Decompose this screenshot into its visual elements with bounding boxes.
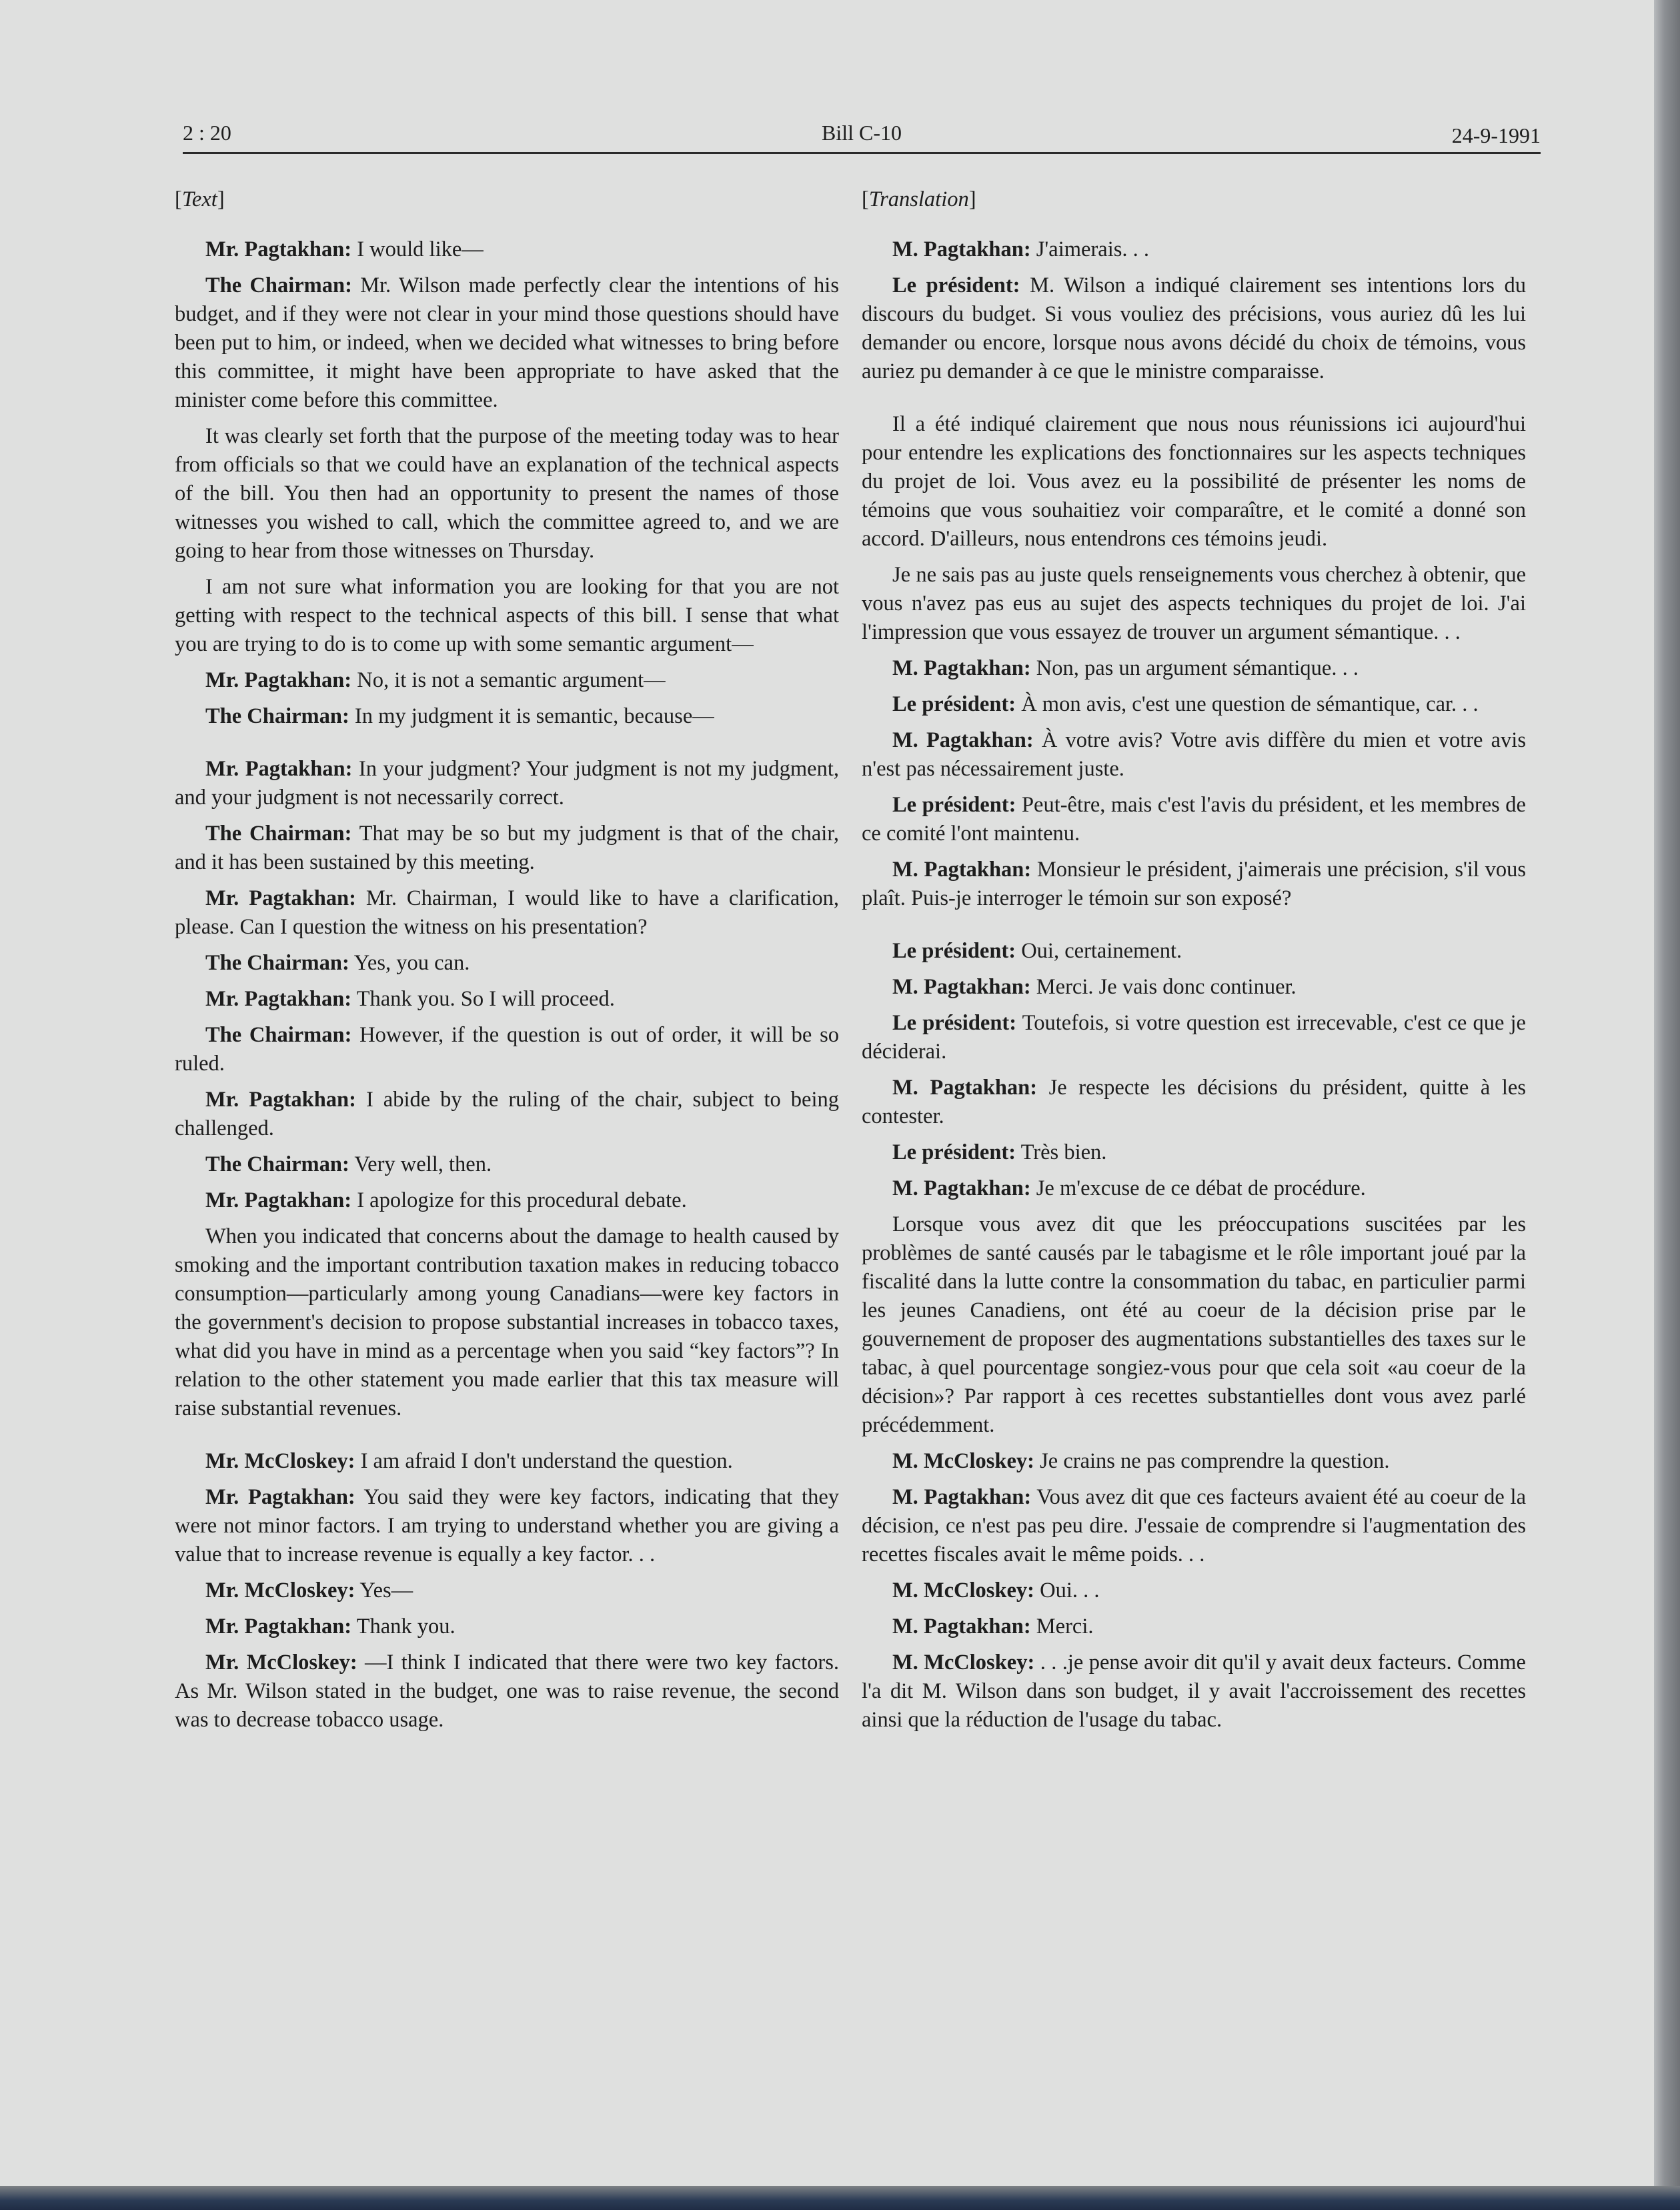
speaker-name: The Chairman: (205, 822, 352, 846)
speaker-name: Mr. Pagtakhan: (205, 1614, 352, 1638)
speech-text: Thank you. (351, 1614, 456, 1638)
paragraph (175, 1648, 839, 1735)
paragraph (862, 1174, 1526, 1203)
paragraph (862, 561, 1526, 647)
speech-text: Non, pas un argument sémantique. . . (1030, 656, 1359, 680)
paragraph (862, 856, 1526, 913)
speech-text: No, it is not a semantic argument— (351, 668, 666, 692)
scan-edge-right (1654, 0, 1680, 2210)
speech-text: J'aimerais. . . (1030, 237, 1149, 261)
paragraph (175, 1021, 839, 1078)
speaker-name: Le président: (892, 692, 1016, 716)
french-column (862, 185, 1526, 1742)
speech-text: . . .je pense avoir dit qu'il y avait deux facteurs. Comme l'a dit M. Wilson dans son budget, il y avait l'accroissement des recettes ainsi que la réduction de l'usage du tabac. (862, 1650, 1526, 1732)
paragraph (862, 937, 1526, 966)
speech-text: Je m'excuse de ce débat de procédure. (1030, 1176, 1366, 1200)
paragraph (175, 820, 839, 877)
speech-text: I apologize for this procedural debate. (351, 1188, 687, 1212)
speech-text: Oui, certainement. (1016, 939, 1182, 963)
speech-text: In my judgment it is semantic, because— (349, 704, 714, 728)
speech-text: Vous avez dit que ces facteurs avaient été au coeur de la décision, ce n'est pas peu dire. J'essaie de comprendre si l'augmentation des recettes fiscales avait le même poids. . . (862, 1485, 1526, 1566)
paragraph (175, 271, 839, 415)
speaker-name: Mr. Pagtakhan: (205, 668, 352, 692)
speech-text: When you indicated that concerns about the damage to health caused by smoking and the important contribution taxation makes in reducing tobacco consumption—particularly among young Canadians—were key factors in the government's decision to propose substantial increases in tobacco taxes, what did you have in mind as a percentage when you said “key factors”? In relation to the other statement you made earlier that this tax measure will raise substantial revenues. (175, 1224, 839, 1420)
speech-text: However, if the question is out of order, it will be so ruled. (175, 1023, 839, 1076)
speaker-name: Le président: (892, 939, 1016, 963)
paragraph (175, 1576, 839, 1605)
speech-text: Je crains ne pas comprendre la question. (1034, 1449, 1390, 1473)
paragraph (862, 271, 1526, 386)
speaker-name: M. Pagtakhan: (892, 1176, 1031, 1200)
speaker-name: M. McCloskey: (892, 1578, 1034, 1602)
paragraph (862, 1210, 1526, 1440)
paragraph (175, 949, 839, 978)
paragraph (175, 235, 839, 264)
paragraph (175, 1186, 839, 1215)
speaker-name: Mr. McCloskey: (205, 1578, 355, 1602)
speaker-name: Mr. Pagtakhan: (205, 987, 352, 1011)
speaker-name: Mr. Pagtakhan: (205, 1088, 356, 1112)
page-number: 2 : 20 (183, 121, 231, 145)
speaker-name: Le président: (892, 793, 1016, 817)
speech-text: Mr. Wilson made perfectly clear the intentions of his budget, and if they were not clear in your mind those questions should have been put to him, or indeed, when we decided what witnesses to bring before this committee, it might have been appropriate to have asked that the minister come before this committee. (175, 273, 839, 412)
paragraph (175, 1483, 839, 1569)
speaker-name: The Chairman: (205, 273, 352, 297)
paragraph (862, 1612, 1526, 1641)
speaker-name: M. Pagtakhan: (892, 975, 1031, 999)
speaker-name: Le président: (892, 1140, 1016, 1164)
speech-text: Merci. (1030, 1614, 1094, 1638)
speech-text: Oui. . . (1034, 1578, 1100, 1602)
speech-text: I am afraid I don't understand the question. (355, 1449, 733, 1473)
paragraph (175, 1086, 839, 1143)
speech-text: You said they were key factors, indicating that they were not minor factors. I am trying to understand whether you are giving a value that to increase revenue is equally a key factor. . . (175, 1485, 840, 1566)
speech-text: Lorsque vous avez dit que les préoccupations suscitées par les problèmes de santé causés par le tabagisme et le rôle important joué par la fiscalité dans la lutte contre la consommation du tabac, en particulier parmi les jeunes Canadiens, ont été au coeur de la décision prise par le gouvernement de proposer des augmentations substantielles des taxes sur le tabac, à quel pourcentage songiez-vous pour que cela soit «au coeur de la décision»? Par rapport à ces recettes substantielles dont vous avez parlé précédemment. (862, 1212, 1526, 1437)
speaker-name: Mr. McCloskey: (205, 1449, 355, 1473)
paragraph (862, 726, 1526, 784)
paragraph (175, 422, 839, 566)
paragraph (862, 654, 1526, 683)
paragraph (175, 666, 839, 695)
speech-text: Je ne sais pas au juste quels renseignements vous cherchez à obtenir, que vous n'avez pas eus au sujet des aspects techniques du projet de loi. J'ai l'impression que vous essayez de trouver un argument sémantique. . . (862, 563, 1526, 644)
paragraph (175, 884, 839, 942)
speech-text: I would like— (351, 237, 484, 261)
paragraph (862, 1576, 1526, 1605)
paragraph (175, 985, 839, 1014)
speaker-name: Mr. Pagtakhan: (205, 1188, 352, 1212)
speech-text: Toutefois, si votre question est irrecevable, c'est ce que je déciderai. (862, 1011, 1526, 1064)
scan-edge-bottom (0, 2186, 1680, 2210)
speech-text: À votre avis? Votre avis diffère du mien et votre avis n'est pas nécessairement juste. (862, 728, 1526, 781)
paragraph (175, 702, 839, 731)
paragraph (862, 1648, 1526, 1735)
paragraph (175, 1447, 839, 1476)
speaker-name: M. Pagtakhan: (892, 237, 1031, 261)
speaker-name: The Chairman: (205, 704, 349, 728)
speech-text: À mon avis, c'est une question de sémantique, car. . . (1016, 692, 1479, 716)
paragraph (175, 755, 839, 812)
speaker-name: M. McCloskey: (892, 1449, 1034, 1473)
english-column (175, 185, 839, 1742)
speech-text: Il a été indiqué clairement que nous nous réunissions ici aujourd'hui pour entendre les explications des fonctionnaires sur les aspects techniques du projet de loi. Vous avez eu la possibilité de présenter les noms de témoins que vous souhaitiez voir comparaître, et le comité a donné son accord. D'ailleurs, nous entendrons ces témoins jeudi. (862, 412, 1526, 551)
speaker-name: Mr. Pagtakhan: (205, 237, 352, 261)
paragraph (175, 1612, 839, 1641)
speech-text: Mr. Chairman, I would like to have a clarification, please. Can I question the witness on his presentation? (175, 886, 839, 939)
speech-text: Très bien. (1016, 1140, 1107, 1164)
paragraph (862, 791, 1526, 848)
speech-text: Thank you. So I will proceed. (351, 987, 615, 1011)
speech-text: —I think I indicated that there were two key factors. As Mr. Wilson stated in the budget, one was to raise revenue, the second was to decrease tobacco usage. (175, 1650, 840, 1732)
page-header (183, 115, 1541, 154)
speaker-name: Mr. Pagtakhan: (205, 1485, 355, 1509)
paragraph (175, 573, 839, 659)
speaker-name: The Chairman: (205, 1023, 352, 1047)
paragraph (862, 1074, 1526, 1131)
speech-text: It was clearly set forth that the purpose of the meeting today was to hear from officials so that we could have an explanation of the technical aspects of the bill. You then had an opportunity to present the names of those witnesses you wished to call, which the committee agreed to, and we are going to hear from those witnesses on Thursday. (175, 424, 839, 563)
speaker-name: M. Pagtakhan: (892, 728, 1034, 752)
speaker-name: M. Pagtakhan: (892, 1076, 1038, 1100)
speaker-name: Le président: (892, 1011, 1017, 1035)
speaker-name: M. Pagtakhan: (892, 1485, 1032, 1509)
paragraph (862, 1009, 1526, 1066)
speaker-name: Mr. Pagtakhan: (205, 886, 356, 910)
speaker-name: M. Pagtakhan: (892, 1614, 1031, 1638)
speaker-name: M. Pagtakhan: (892, 858, 1032, 882)
bill-title: Bill C-10 (821, 121, 902, 145)
paragraph (175, 1222, 839, 1423)
text-marker: [Text] (175, 187, 225, 211)
speech-text: I abide by the ruling of the chair, subject to being challenged. (175, 1088, 840, 1140)
speech-text: Peut-être, mais c'est l'avis du président, et les membres de ce comité l'ont maintenu. (862, 793, 1526, 846)
speech-text: That may be so but my judgment is that of the chair, and it has been sustained by this meeting. (175, 822, 839, 874)
speaker-name: The Chairman: (205, 951, 349, 975)
paragraph (862, 973, 1526, 1002)
paragraph (862, 1483, 1526, 1569)
header-date: 24-9-1991 (1451, 123, 1541, 147)
speaker-name: M. Pagtakhan: (892, 656, 1031, 680)
paragraph (175, 1150, 839, 1179)
speech-text: Very well, then. (349, 1152, 492, 1176)
speech-text: M. Wilson a indiqué clairement ses intentions lors du discours du budget. Si vous vouliez des précisions, vous auriez dû les lui demander ou encore, lorsque nous avons décidé du choix de témoins, vous auriez pu demander à ce que le ministre comparaisse. (862, 273, 1526, 383)
speaker-name: M. McCloskey: (892, 1650, 1035, 1675)
paragraph (862, 690, 1526, 719)
speaker-name: Mr. McCloskey: (205, 1650, 357, 1675)
speaker-name: The Chairman: (205, 1152, 349, 1176)
translation-marker: [Translation] (862, 187, 976, 211)
speaker-name: Mr. Pagtakhan: (205, 757, 353, 781)
paragraph (862, 235, 1526, 264)
paragraph (862, 1138, 1526, 1167)
speaker-name: Le président: (892, 273, 1020, 297)
paragraph (862, 1447, 1526, 1476)
speech-text: Yes, you can. (349, 951, 470, 975)
speech-text: Merci. Je vais donc continuer. (1030, 975, 1297, 999)
speech-text: I am not sure what information you are looking for that you are not getting with respect to the technical aspects of this bill. I sense that what you are trying to do is to come up with some semantic argument— (175, 575, 839, 656)
speech-text: Monsieur le président, j'aimerais une précision, s'il vous plaît. Puis-je interroger le témoin sur son exposé? (862, 858, 1526, 910)
paragraph (862, 410, 1526, 554)
speech-text: Yes— (355, 1578, 413, 1602)
speech-text: Je respecte les décisions du président, quitte à les contester. (862, 1076, 1526, 1128)
speech-text: In your judgment? Your judgment is not my judgment, and your judgment is not necessarily correct. (175, 757, 840, 810)
